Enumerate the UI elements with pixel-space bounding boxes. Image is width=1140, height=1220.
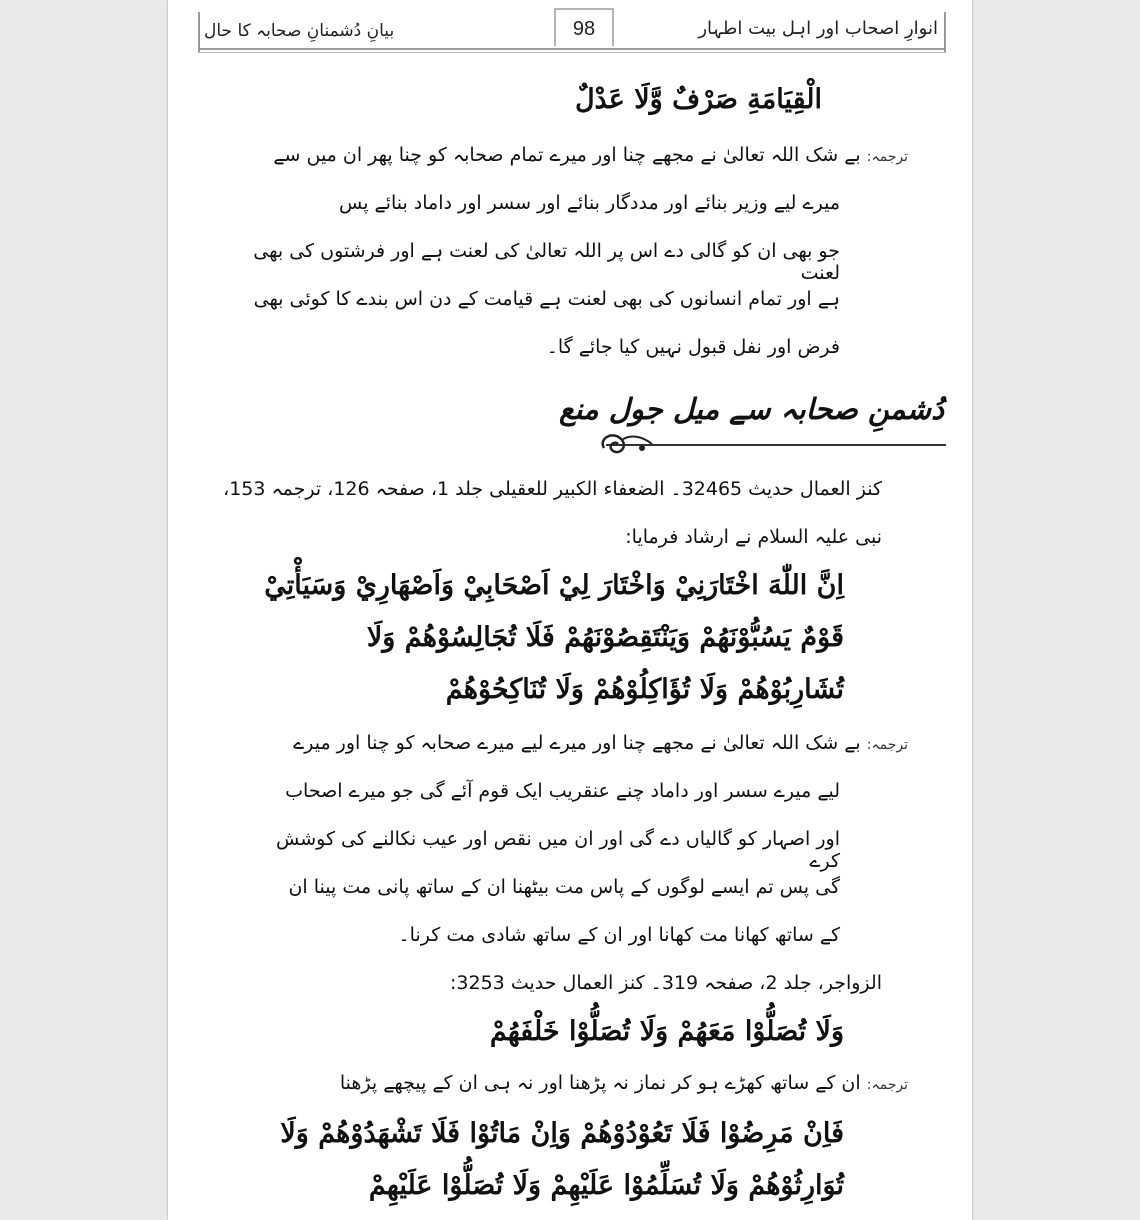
translation-label: ترجمہ: bbox=[866, 737, 908, 753]
translation-line: ترجمہ: بے شک اللہ تعالیٰ نے مجھے چنا اور میرے تمام صحابہ کو چنا پھر ان میں سے bbox=[273, 144, 908, 166]
arabic-text: تُوَارِثُوْهُمْ وَلَا تُسَلِّمُوْا عَلَيْهِمْ وَلَا تُصَلُّوْا عَلَيْهِمْ bbox=[368, 1170, 844, 1201]
heading-underline bbox=[606, 444, 946, 446]
translation-line: گی پس تم ایسے لوگوں کے پاس مت بیٹھنا ان کے ساتھ پانی مت پینا ان bbox=[288, 876, 840, 898]
reference-text: الزواجر، جلد 2، صفحہ 319۔ کنز العمال حدیث 3253: bbox=[450, 972, 882, 994]
arabic-text: الْقِيَامَةِ صَرْفٌ وَّلَا عَدْلٌ bbox=[574, 84, 822, 115]
header-rule-thin bbox=[198, 52, 946, 53]
section-heading: دُشمنِ صحابہ سے میل جول منع bbox=[558, 392, 944, 426]
arabic-text: فَاِنْ مَرِضُوْا فَلَا تَعُوْدُوْهُمْ وَاِنْ مَاتُوْا فَلَا تَشْهَدُوْهُمْ وَلَا bbox=[280, 1118, 844, 1149]
intro-text: نبی علیہ السلام نے ارشاد فرمایا: bbox=[625, 526, 882, 548]
translation-line: ہے اور تمام انسانوں کی بھی لعنت ہے قیامت کے دن اس بندے کا کوئی بھی bbox=[253, 288, 840, 310]
header-bar-left bbox=[198, 12, 200, 52]
arabic-text: وَلَا تُصَلُّوْا مَعَهُمْ وَلَا تُصَلُّوْا خَلْفَهُمْ bbox=[489, 1016, 844, 1047]
translation-line: ترجمہ: ان کے ساتھ کھڑے ہو کر نماز نہ پڑھنا اور نہ ہی ان کے پیچھے پڑھنا bbox=[339, 1072, 908, 1094]
book-title: انوارِ اصحاب اور اہل بیت اطہار bbox=[698, 18, 938, 39]
page-number: 98 bbox=[554, 8, 614, 46]
arabic-text: تُشَارِبُوْهُمْ وَلَا تُؤَاكِلُوْهُمْ وَلَا تُنَاكِحُوْهُمْ bbox=[445, 674, 844, 705]
header-bar-right bbox=[944, 12, 946, 52]
flourish-ornament-icon bbox=[596, 426, 656, 462]
translation-line: ترجمہ: بے شک اللہ تعالیٰ نے مجھے چنا اور میرے لیے میرے صحابہ کو چنا اور میرے bbox=[293, 732, 908, 754]
reference-text: کنز العمال حدیث 32465۔ الضعفاء الکبیر للعقیلی جلد 1، صفحہ 126، ترجمہ 153، bbox=[223, 478, 882, 500]
translation-line: جو بھی ان کو گالی دے اس پر اللہ تعالیٰ کی لعنت ہے اور فرشتوں کی بھی لعنت bbox=[253, 240, 840, 284]
arabic-text: قَوْمٌ يَسُبُّوْنَهُمْ وَيَنْتَقِصُوْنَهُمْ فَلَا تُجَالِسُوْهُمْ وَلَا bbox=[366, 622, 844, 653]
header-rule bbox=[198, 48, 946, 50]
translation-line: لیے میرے سسر اور داماد چنے عنقریب ایک قوم آئے گی جو میرے اصحاب bbox=[285, 780, 840, 802]
translation-line: کے ساتھ کھانا مت کھانا اور ان کے ساتھ شادی مت کرنا۔ bbox=[398, 924, 840, 946]
translation-label: ترجمہ: bbox=[866, 149, 908, 165]
translation-label: ترجمہ: bbox=[866, 1077, 908, 1093]
translation-line: میرے لیے وزیر بنائے اور مددگار بنائے اور سسر اور داماد بنائے پس bbox=[338, 192, 840, 214]
arabic-text: اِنَّ اللّٰهَ اخْتَارَنِيْ وَاخْتَارَ لِيْ اَصْحَابِيْ وَاَصْهَارِيْ وَسَيَأْتِيْ bbox=[264, 570, 844, 601]
translation-line: فرض اور نفل قبول نہیں کیا جائے گا۔ bbox=[546, 336, 840, 358]
chapter-title: بیانِ دُشمنانِ صحابہ کا حال bbox=[204, 21, 395, 41]
book-page bbox=[168, 0, 972, 1220]
translation-line: اور اصہار کو گالیاں دے گی اور ان میں نقص اور عیب نکالنے کی کوشش کرے bbox=[275, 828, 840, 872]
